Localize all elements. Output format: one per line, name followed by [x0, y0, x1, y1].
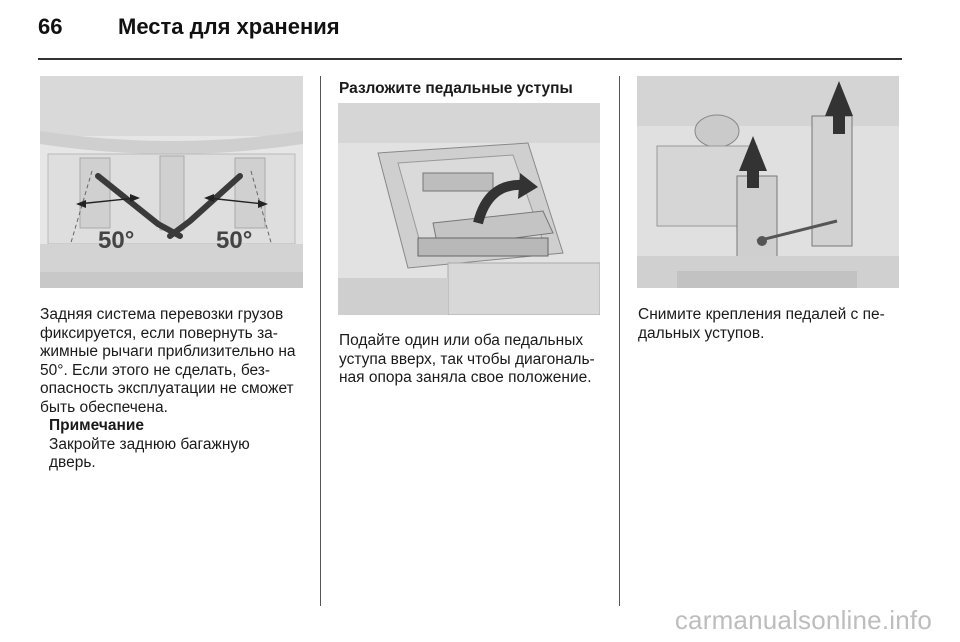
section-heading: Разложите педальные уступы	[339, 80, 573, 97]
column-divider-1	[320, 76, 321, 606]
column3-paragraph	[638, 306, 910, 343]
watermark-text: carmanualsonline.info	[674, 605, 932, 635]
text-line: 50°. Если этого не сделать, без-	[40, 361, 271, 379]
pedal-mounts-illustration	[637, 76, 899, 288]
angle-label-left: 50°	[98, 227, 135, 254]
text-line: уступа вверх, так чтобы диагональ-	[339, 350, 595, 368]
angle-label-right: 50°	[216, 227, 253, 254]
note-line: Закройте заднюю багажную	[49, 435, 250, 453]
note-block	[49, 417, 309, 473]
column2-paragraph	[339, 332, 611, 388]
figure-remove-pedal-mounts	[637, 76, 899, 288]
locking-levers-illustration	[40, 76, 303, 288]
text-line: быть обеспечена.	[40, 398, 168, 416]
page-number: 66	[38, 14, 63, 39]
text-line: Задняя система перевозки грузов	[40, 306, 284, 323]
column-divider-2	[619, 76, 620, 606]
header-rule	[38, 58, 902, 60]
text-line: фиксируется, если повернуть за-	[40, 324, 278, 342]
text-line: опасность эксплуатации не сможет	[40, 380, 294, 397]
text-line: жимные рычаги приблизительно на	[40, 343, 296, 360]
page-title: Места для хранения	[118, 14, 340, 39]
figure-locking-levers	[40, 76, 303, 288]
note-title: Примечание	[49, 417, 144, 434]
text-line: дальных уступов.	[638, 324, 765, 342]
text-line: Снимите крепления педалей с пе-	[638, 306, 885, 323]
figure-pedal-step-unfold	[338, 103, 600, 315]
text-line: Подайте один или оба педальных	[339, 332, 584, 349]
note-line: дверь.	[49, 454, 96, 471]
column1-paragraph	[40, 306, 310, 417]
page-header	[38, 14, 340, 50]
pedal-step-illustration	[338, 103, 600, 315]
text-line: ная опора заняла свое положение.	[339, 369, 592, 386]
